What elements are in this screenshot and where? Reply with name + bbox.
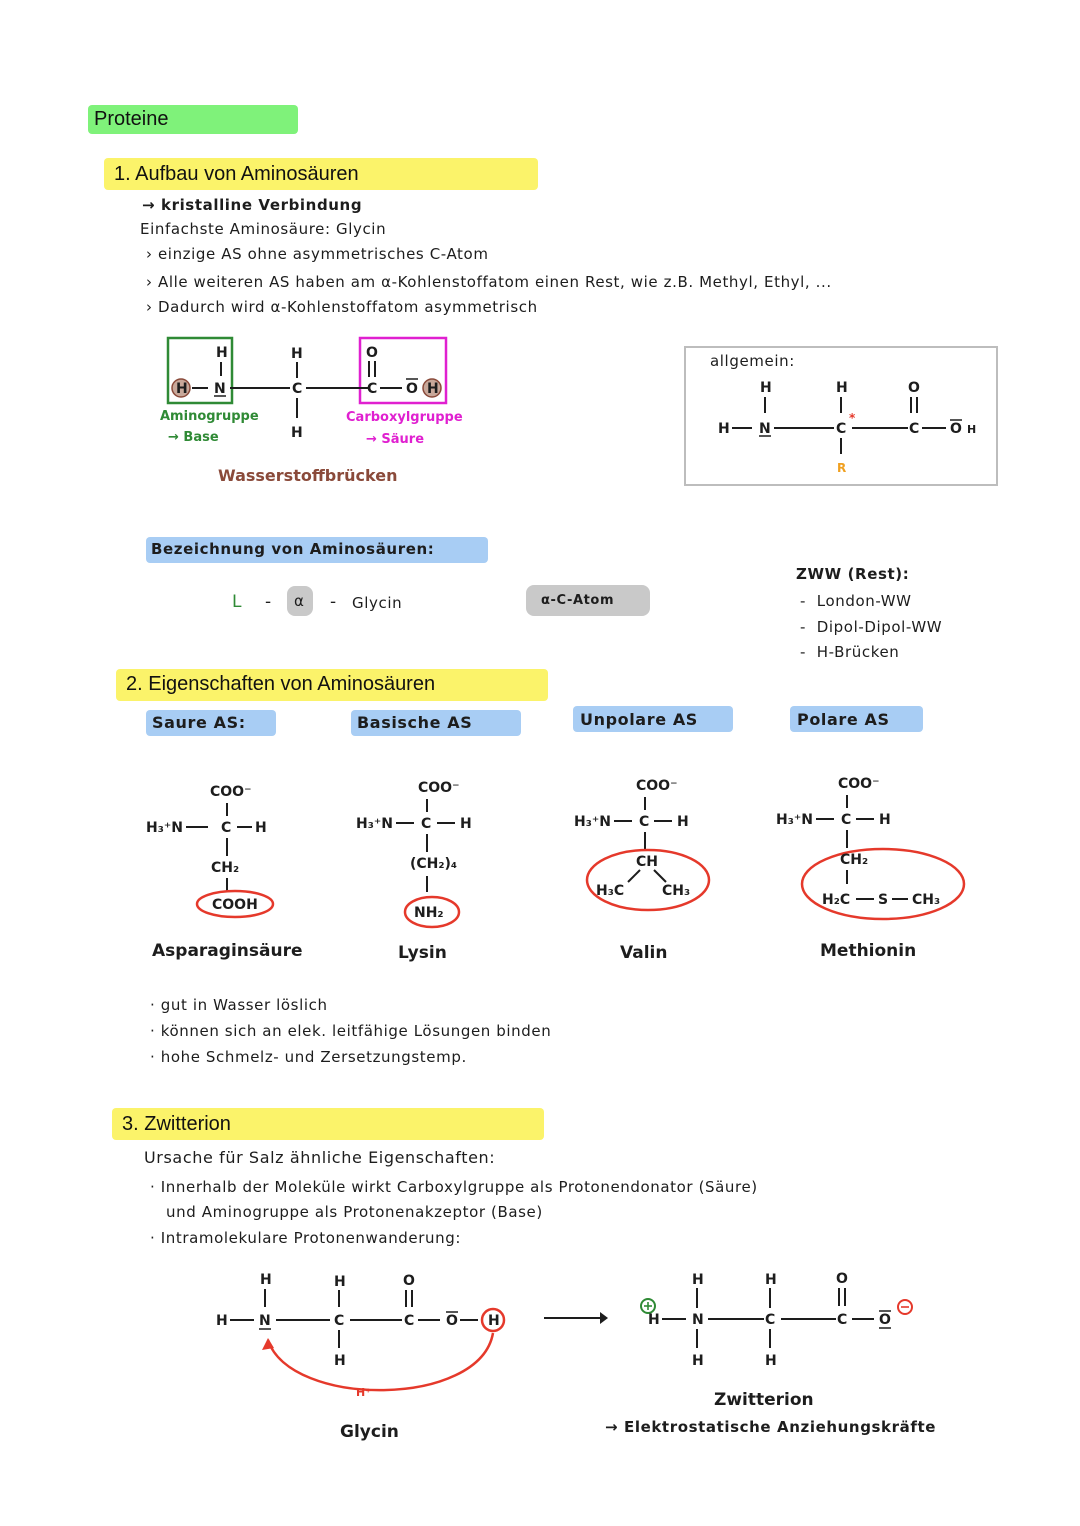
hbond-label: Wasserstoffbrücken [218, 466, 398, 485]
svg-text:H: H [836, 380, 848, 396]
svg-text:C: C [639, 814, 650, 830]
svg-text:C: C [837, 1312, 848, 1328]
page-title: Proteine [94, 108, 169, 130]
svg-text:O: O [406, 381, 418, 397]
svg-text:C: C [334, 1313, 345, 1329]
valin-structure [570, 764, 730, 924]
svg-text:H: H [677, 814, 689, 830]
svg-text:H: H [765, 1272, 777, 1288]
svg-text:H₃⁺N: H₃⁺N [146, 820, 183, 836]
s1-bullet-2-text: Alle weiteren AS haben am α-Kohlenstoffatom einen Rest, wie z.B. Methyl, Ethyl, ... [157, 273, 832, 291]
svg-text:H: H [291, 425, 303, 441]
carboxyl-group-sub: → Säure [366, 432, 425, 447]
svg-text:O: O [908, 380, 920, 396]
svg-text:H₃⁺N: H₃⁺N [356, 816, 393, 832]
s1-bullet-3: › Dadurch wird α-Kohlenstoffatom asymmetrisch [146, 298, 538, 316]
svg-text:H: H [260, 1272, 272, 1288]
prop-3: · hohe Schmelz- und Zersetzungstemp. [150, 1048, 467, 1066]
svg-text:H: H [334, 1353, 346, 1369]
svg-text:N: N [214, 381, 226, 397]
svg-text:S: S [878, 892, 889, 908]
methionin-structure [772, 762, 972, 932]
zww-item-1: - London-WW [800, 592, 912, 610]
s3-bullet-1a: · Innerhalb der Moleküle wirkt Carboxylgruppe als Protonendonator (Säure) [150, 1178, 758, 1196]
s1-bullet-2: › Alle weiteren AS haben am α-Kohlenstoffatom einen Rest, wie z.B. Methyl, Ethyl, ... [146, 273, 832, 291]
zww-item-3-text: H-Brücken [816, 643, 900, 661]
svg-text:H₃C: H₃C [596, 883, 625, 899]
svg-text:C: C [421, 816, 432, 832]
svg-text:N: N [759, 421, 771, 437]
general-label: allgemein: [710, 352, 795, 370]
svg-text:H: H [460, 816, 472, 832]
naming-alpha: α [294, 592, 305, 610]
svg-text:CH₂: CH₂ [211, 860, 240, 876]
s3-bullet-2-text: Intramolekulare Protonenwanderung: [160, 1229, 462, 1247]
alpha-c-label: α-C-Atom [541, 593, 615, 608]
svg-text:CH₂: CH₂ [840, 852, 869, 868]
svg-text:COO⁻: COO⁻ [210, 784, 252, 800]
svg-text:O: O [366, 345, 378, 361]
prop-2: · können sich an elek. leitfähige Lösungen binden [150, 1022, 552, 1040]
svg-text:O: O [403, 1273, 415, 1289]
zww-item-2-text: Dipol-Dipol-WW [816, 618, 943, 636]
svg-text:C: C [836, 421, 847, 437]
svg-text:H: H [176, 381, 188, 397]
cat-polar: Polare AS [797, 710, 890, 729]
svg-text:(CH₂)₄: (CH₂)₄ [410, 856, 458, 872]
name-valin: Valin [620, 943, 668, 963]
svg-text:C: C [221, 820, 232, 836]
svg-text:O: O [950, 421, 962, 437]
svg-text:CH₃: CH₃ [662, 883, 691, 899]
svg-text:O: O [879, 1312, 891, 1328]
cat-unpolar: Unpolare AS [580, 710, 698, 729]
zwitterion-structure [630, 1266, 930, 1376]
zww-title: ZWW (Rest): [796, 565, 910, 583]
s3-heading: 3. Zwitterion [122, 1113, 231, 1135]
svg-text:O: O [446, 1313, 458, 1329]
s1-bullet-3-text: Dadurch wird α-Kohlenstoffatom asymmetrisch [157, 298, 538, 316]
amino-group-label: Aminogruppe [160, 409, 259, 424]
svg-text:H₂C: H₂C [822, 892, 851, 908]
svg-text:H: H [718, 421, 730, 437]
amino-group-sub: → Base [168, 430, 219, 445]
naming-dash-1: - [265, 592, 272, 612]
general-amino-acid-formula [710, 370, 990, 480]
svg-text:C: C [909, 421, 920, 437]
svg-text:H: H [879, 812, 891, 828]
svg-text:C: C [367, 381, 378, 397]
zwitterion-label: Zwitterion [714, 1390, 814, 1410]
electrostatic-label: → Elektrostatische Anziehungskräfte [605, 1418, 937, 1436]
svg-text:H: H [488, 1313, 500, 1329]
svg-text:H: H [692, 1272, 704, 1288]
naming-label: Bezeichnung von Aminosäuren: [151, 540, 435, 558]
svg-text:H: H [216, 1313, 228, 1329]
prop-2-text: können sich an elek. leitfähige Lösungen binden [160, 1022, 552, 1040]
svg-text:H: H [967, 423, 977, 436]
name-lysin: Lysin [398, 943, 447, 963]
svg-text:C: C [765, 1312, 776, 1328]
asparaginsaeure-structure [140, 770, 300, 930]
naming-L: L [232, 592, 242, 612]
s2-heading: 2. Eigenschaften von Aminosäuren [126, 673, 436, 695]
s3-cause: Ursache für Salz ähnliche Eigenschaften: [144, 1148, 496, 1167]
svg-text:C: C [841, 812, 852, 828]
prop-1: · gut in Wasser löslich [150, 996, 328, 1014]
svg-text:H₃⁺N: H₃⁺N [776, 812, 813, 828]
svg-text:H₃⁺N: H₃⁺N [574, 814, 611, 830]
svg-text:H: H [692, 1353, 704, 1369]
svg-text:H: H [291, 346, 303, 362]
svg-text:N: N [692, 1312, 704, 1328]
s1-bullet-1-text: einzige AS ohne asymmetrisches C-Atom [157, 245, 489, 263]
svg-text:C: C [404, 1313, 415, 1329]
svg-text:H: H [255, 820, 267, 836]
s3-bullet-1a-text: Innerhalb der Moleküle wirkt Carboxylgruppe als Protonendonator (Säure) [160, 1178, 758, 1196]
s3-bullet-1b: und Aminogruppe als Protonenakzeptor (Base) [166, 1203, 543, 1221]
carboxyl-group-label: Carboxylgruppe [346, 410, 463, 425]
svg-text:COO⁻: COO⁻ [838, 776, 880, 792]
svg-text:H: H [760, 380, 772, 396]
s3-bullet-2: · Intramolekulare Protonenwanderung: [150, 1229, 462, 1247]
svg-text:H: H [216, 345, 228, 361]
s1-line2: Einfachste Aminosäure: Glycin [140, 220, 387, 238]
svg-text:CH₃: CH₃ [912, 892, 941, 908]
prop-1-text: gut in Wasser löslich [160, 996, 328, 1014]
svg-text:CH: CH [636, 854, 658, 870]
proton-label: H⁺ [356, 1386, 372, 1399]
rest-symbol: R [837, 461, 847, 475]
svg-text:COO⁻: COO⁻ [636, 778, 678, 794]
svg-text:H: H [427, 381, 439, 397]
svg-text:COO⁻: COO⁻ [418, 780, 460, 796]
zww-item-2: - Dipol-Dipol-WW [800, 618, 943, 636]
zww-item-1-text: London-WW [816, 592, 912, 610]
lysin-structure [350, 766, 510, 936]
svg-text:H: H [765, 1353, 777, 1369]
reaction-arrow-icon [542, 1308, 610, 1328]
s1-line1: → kristalline Verbindung [142, 196, 363, 214]
svg-text:C: C [292, 381, 303, 397]
glycin-label: Glycin [340, 1422, 399, 1442]
s1-heading: 1. Aufbau von Aminosäuren [114, 163, 359, 185]
svg-text:H: H [334, 1274, 346, 1290]
svg-text:COOH: COOH [212, 897, 258, 913]
naming-dash-2: - [330, 592, 337, 612]
s1-bullet-1: › einzige AS ohne asymmetrisches C-Atom [146, 245, 489, 263]
cat-basisch: Basische AS [357, 713, 473, 732]
name-methionin: Methionin [820, 941, 917, 961]
svg-text:NH₂: NH₂ [414, 905, 444, 921]
svg-text:H: H [648, 1312, 660, 1328]
zww-item-3: - H-Brücken [800, 643, 900, 661]
prop-3-text: hohe Schmelz- und Zersetzungstemp. [160, 1048, 467, 1066]
svg-text:N: N [259, 1313, 271, 1329]
naming-glycin: Glycin [352, 594, 403, 612]
cat-sauer: Saure AS: [152, 713, 246, 732]
svg-text:*: * [849, 411, 856, 425]
name-asparaginsaeure: Asparaginsäure [152, 941, 303, 961]
svg-text:O: O [836, 1271, 848, 1287]
